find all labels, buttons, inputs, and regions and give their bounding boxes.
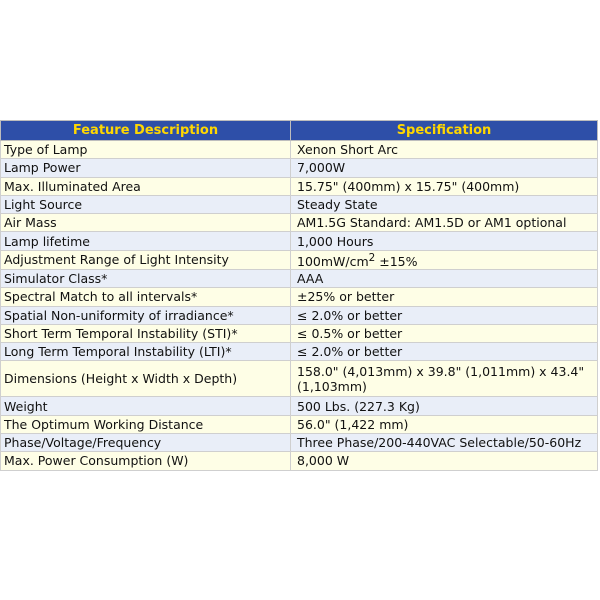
column-header-specification: Specification [291, 121, 598, 141]
table-row [1, 177, 598, 195]
spec-cell: ≤ 0.5% or better [291, 324, 598, 342]
feature-cell: Simulator Class* [1, 269, 291, 287]
spec-cell: AM1.5G Standard: AM1.5D or AM1 optional [291, 214, 598, 232]
table-row [1, 361, 598, 397]
table-row [1, 214, 598, 232]
table-row [1, 288, 598, 306]
table-row [1, 343, 598, 361]
feature-cell: The Optimum Working Distance [1, 415, 291, 433]
feature-cell: Air Mass [1, 214, 291, 232]
spec-cell: ≤ 2.0% or better [291, 306, 598, 324]
feature-cell: Lamp lifetime [1, 232, 291, 250]
spec-cell: 8,000 W [291, 452, 598, 470]
table-row [1, 306, 598, 324]
spec-cell: Three Phase/200-440VAC Selectable/50-60Hz [291, 434, 598, 452]
table-row [1, 397, 598, 415]
spec-cell: 500 Lbs. (227.3 Kg) [291, 397, 598, 415]
feature-cell: Weight [1, 397, 291, 415]
spec-cell: AAA [291, 269, 598, 287]
feature-cell: Light Source [1, 195, 291, 213]
column-header-feature: Feature Description [1, 121, 291, 141]
spec-cell: 158.0" (4,013mm) x 39.8" (1,011mm) x 43.4" (1,103mm) [291, 361, 598, 397]
table-row [1, 141, 598, 159]
specification-table [0, 120, 598, 471]
spec-cell: Steady State [291, 195, 598, 213]
spec-cell: 56.0" (1,422 mm) [291, 415, 598, 433]
spec-value: 100mW/cm [297, 253, 369, 269]
spec-cell: 7,000W [291, 159, 598, 177]
feature-cell: Dimensions (Height x Width x Depth) [1, 361, 291, 397]
table-row [1, 269, 598, 287]
feature-cell: Spectral Match to all intervals* [1, 288, 291, 306]
table-row [1, 452, 598, 470]
feature-cell: Adjustment Range of Light Intensity [1, 250, 291, 269]
table-row [1, 324, 598, 342]
table-header-row [1, 121, 598, 141]
feature-cell: Max. Power Consumption (W) [1, 452, 291, 470]
feature-cell: Long Term Temporal Instability (LTI)* [1, 343, 291, 361]
feature-cell: Phase/Voltage/Frequency [1, 434, 291, 452]
table-row [1, 250, 598, 269]
feature-cell: Type of Lamp [1, 141, 291, 159]
feature-cell: Lamp Power [1, 159, 291, 177]
feature-cell: Short Term Temporal Instability (STI)* [1, 324, 291, 342]
spec-tolerance: ±15% [375, 253, 418, 269]
spec-cell: 15.75" (400mm) x 15.75" (400mm) [291, 177, 598, 195]
table-row [1, 159, 598, 177]
superscript-exponent: 2 [368, 251, 376, 264]
spec-cell [291, 250, 598, 269]
feature-cell: Max. Illuminated Area [1, 177, 291, 195]
table-row [1, 434, 598, 452]
feature-cell: Spatial Non-uniformity of irradiance* [1, 306, 291, 324]
spec-cell: 1,000 Hours [291, 232, 598, 250]
spec-cell: Xenon Short Arc [291, 141, 598, 159]
spec-cell: ≤ 2.0% or better [291, 343, 598, 361]
table-row [1, 195, 598, 213]
table-row [1, 415, 598, 433]
spec-cell: ±25% or better [291, 288, 598, 306]
table-row [1, 232, 598, 250]
